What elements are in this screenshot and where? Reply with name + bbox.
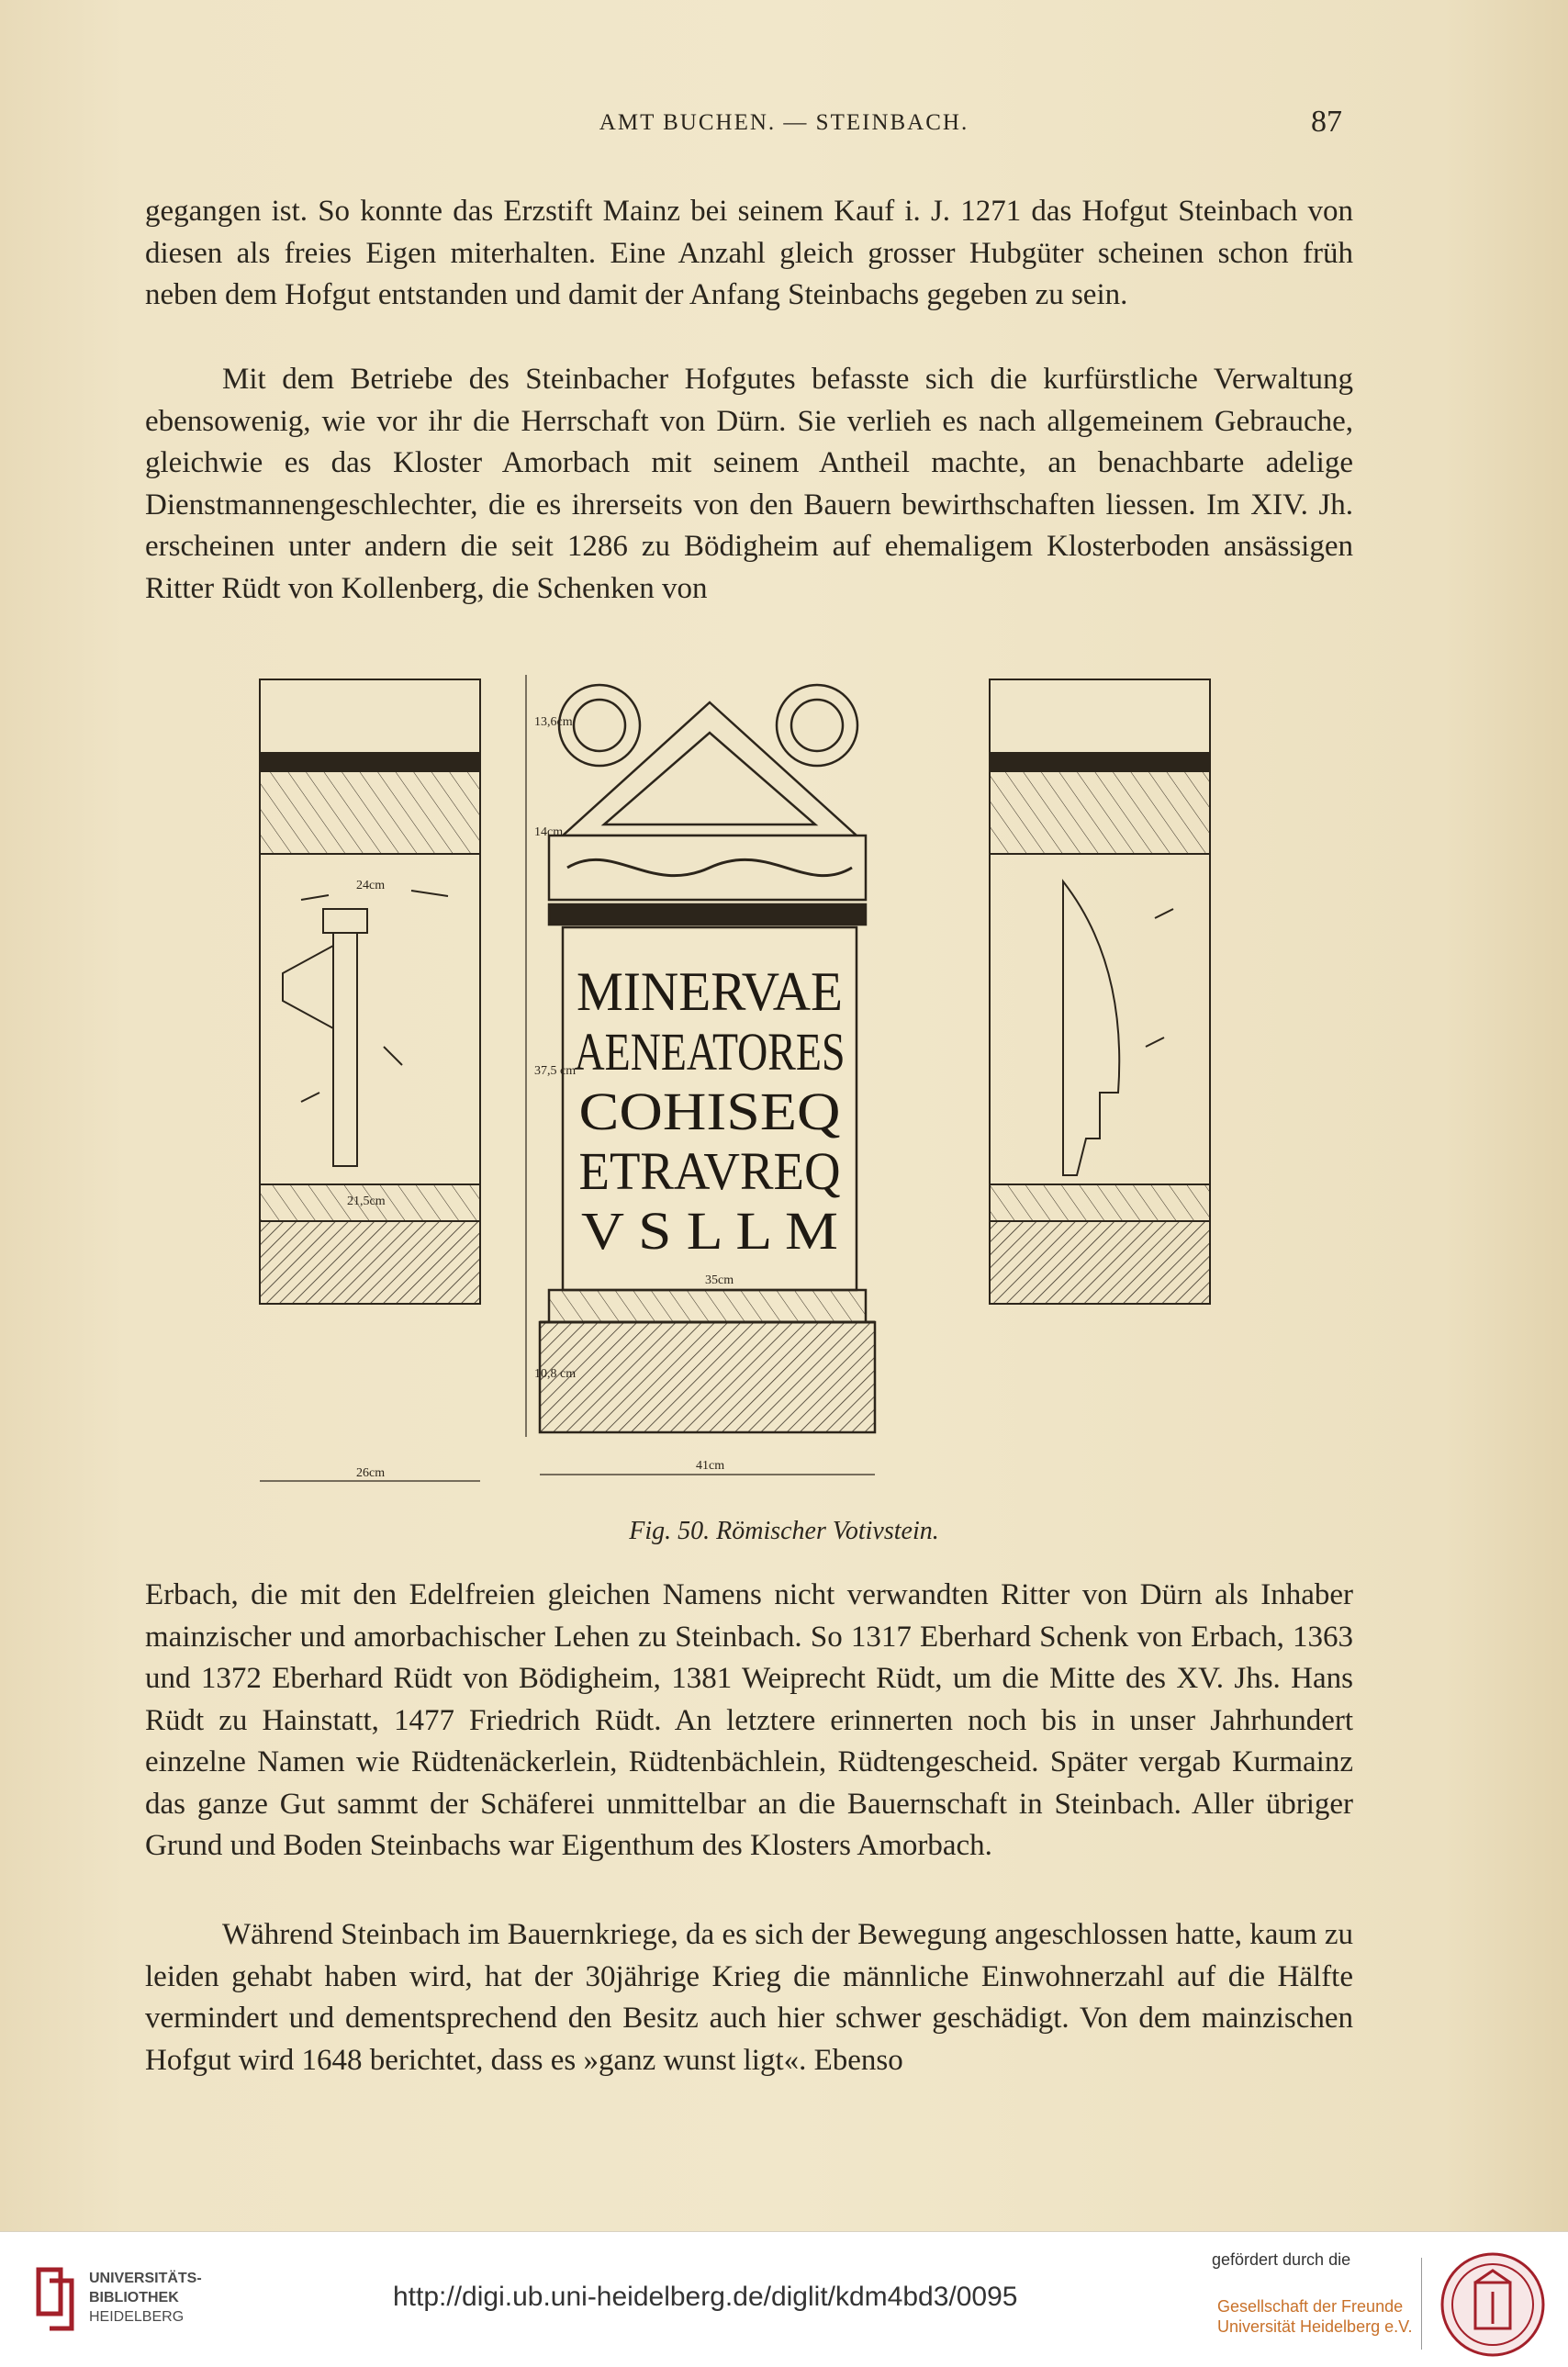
sponsor-name-line-2: Universität Heidelberg e.V. <box>1217 2317 1413 2336</box>
measure-front-width-body: 35cm <box>705 1273 734 1287</box>
library-name-line-2: BIBLIOTHEK <box>89 2290 179 2305</box>
votive-stone-figure <box>246 661 1238 1506</box>
right-side-view <box>990 679 1210 1304</box>
measure-height-body: 37,5 cm <box>534 1064 577 1078</box>
inscription-line-5: V S L L M <box>581 1201 838 1261</box>
inscription <box>575 961 846 1261</box>
measure-front-width-base: 41cm <box>696 1459 725 1473</box>
paragraph-4: Während Steinbach im Bauernkriege, da es sich der Bewegung angeschlossen hatte, kaum zu leiden gehabt haben wird, hat der 30jährige Krieg die männliche Einwohnerzahl auf die Hälfte vermindert und dementsprechend den Besitz auch hier schwer geschädigt. Von dem mainzischen Hofgut wird 1648 berichtet, dass es »ganz wunst ligt«. Ebenso <box>145 1918 1353 2077</box>
paragraph-1: gegangen ist. So konnte das Erzstift Mainz bei seinem Kauf i. J. 1271 das Hofgut Steinbach von diesen als freies Eigen miterhalten. Eine Anzahl gleich grosser Hubgüter scheinen schon früh neben dem Hofgut entstanden und damit der Anfang Steinbachs gegeben zu sein. <box>145 195 1353 311</box>
page-number: 87 <box>1311 105 1342 139</box>
inscription-line-2: AENEATORES <box>574 1022 846 1082</box>
measure-side-width-base: 26cm <box>356 1466 386 1480</box>
paragraph-3: Erbach, die mit den Edelfreien gleichen Namens nicht verwandten Ritter von Dürn als Inhaber mainzischer und amorbachischer Lehen zu Steinbach. So 1317 Eberhard Schenk von Erbach, 1363 und 1372 Eberhard Rüdt von Bödigheim, 1381 Weiprecht Rüdt, um die Mitte des XV. Jhs. Hans Rüdt zu Hainstatt, 1477 Friedrich Rüdt. An letztere erinnerten noch bis in unser Jahrhundert einzelne Namen wie Rüdtenäckerlein, Rüdtenbächlein, Rüdtengescheid. Später vergab Kurmainz das ganze Gut sammt der Schäferei unmittelbar an die Bauernschaft in Steinbach. Aller übriger Grund und Boden Steinbachs war Eigenthum des Klosters Amorbach. <box>145 1578 1353 1862</box>
paragraph-2: Mit dem Betriebe des Steinbacher Hofgutes befasste sich die kurfürstliche Verwaltung ebensowenig, wie vor ihr die Herrschaft von Dürn. Sie verlieh es nach allgemeinem Gebrauche, gleichwie es das Kloster Amorbach mit seinem Antheil machte, an benachbarte adelige Dienstmannengeschlechter, die es ihrerseits von den Bauern bewirthschaften liessen. Im XIV. Jh. erscheinen unter andern die seit 1286 zu Bödigheim auf ehemaligem Klosterboden ansässigen Ritter Rüdt von Kollenberg, die Schenken von <box>145 363 1353 605</box>
digitization-footer <box>0 2231 1568 2367</box>
sponsor-name <box>1217 2296 1412 2337</box>
running-header: AMT BUCHEN. — STEINBACH. <box>599 110 969 135</box>
sponsor-label: gefördert durch die <box>1212 2250 1351 2269</box>
university-seal-icon <box>1439 2250 1547 2359</box>
inscription-line-1: MINERVAE <box>577 961 843 1022</box>
measure-height-mid: 14cm <box>534 825 564 839</box>
measure-height-base: 10,8 cm <box>534 1367 577 1381</box>
measure-height-top: 13,6cm <box>534 715 573 729</box>
measure-side-width-mid: 21,5cm <box>347 1195 386 1208</box>
figure-caption: Fig. 50. Römischer Votivstein. <box>629 1517 939 1545</box>
library-logo-icon <box>33 2262 77 2336</box>
front-view <box>540 685 875 1432</box>
sponsor-name-line-1: Gesellschaft der Freunde <box>1217 2297 1404 2316</box>
footer-divider <box>1421 2258 1422 2350</box>
inscription-line-4: ETRAVREQ <box>578 1141 841 1201</box>
library-name <box>89 2269 202 2327</box>
measure-side-width-top: 24cm <box>356 879 386 892</box>
library-name-line-3: HEIDELBERG <box>89 2309 185 2325</box>
inscription-line-3: COHISEQ <box>578 1082 841 1141</box>
permalink-url[interactable]: http://digi.ub.uni-heidelberg.de/diglit/kdm4bd3/0095 <box>393 2282 1018 2312</box>
library-name-line-1: UNIVERSITÄTS- <box>89 2271 202 2286</box>
left-side-view <box>260 679 480 1304</box>
